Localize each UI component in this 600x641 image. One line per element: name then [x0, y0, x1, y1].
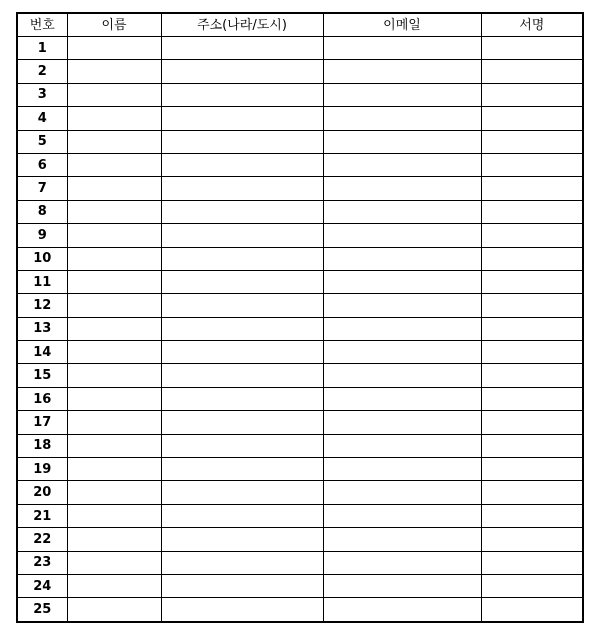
address-cell — [161, 387, 323, 410]
header-row — [17, 13, 583, 37]
signature-cell — [481, 387, 583, 410]
name-cell — [67, 200, 161, 223]
email-cell — [323, 551, 481, 574]
address-cell — [161, 598, 323, 622]
table-row — [17, 341, 583, 364]
name-cell — [67, 130, 161, 153]
row-number: 16 — [17, 387, 67, 410]
address-cell — [161, 153, 323, 176]
email-cell — [323, 270, 481, 293]
row-number: 21 — [17, 504, 67, 527]
row-number: 22 — [17, 528, 67, 551]
name-cell — [67, 83, 161, 106]
email-cell — [323, 504, 481, 527]
address-cell — [161, 200, 323, 223]
email-cell — [323, 317, 481, 340]
email-cell — [323, 37, 481, 60]
signature-cell — [481, 130, 583, 153]
signature-cell — [481, 528, 583, 551]
email-cell — [323, 83, 481, 106]
name-cell — [67, 598, 161, 622]
address-cell — [161, 60, 323, 83]
row-number: 18 — [17, 434, 67, 457]
signature-cell — [481, 481, 583, 504]
address-cell — [161, 504, 323, 527]
row-number: 1 — [17, 37, 67, 60]
name-cell — [67, 177, 161, 200]
address-cell — [161, 83, 323, 106]
signature-cell — [481, 107, 583, 130]
signature-cell — [481, 177, 583, 200]
table-row — [17, 270, 583, 293]
email-cell — [323, 458, 481, 481]
row-number: 24 — [17, 574, 67, 597]
address-cell — [161, 574, 323, 597]
table-row — [17, 130, 583, 153]
name-cell — [67, 364, 161, 387]
email-cell — [323, 341, 481, 364]
table-row — [17, 598, 583, 622]
name-cell — [67, 458, 161, 481]
email-cell — [323, 130, 481, 153]
email-cell — [323, 598, 481, 622]
header-email: 이메일 — [323, 13, 481, 37]
signature-cell — [481, 411, 583, 434]
table-row — [17, 317, 583, 340]
table-row — [17, 481, 583, 504]
address-cell — [161, 481, 323, 504]
roster-table — [16, 12, 584, 623]
name-cell — [67, 153, 161, 176]
name-cell — [67, 317, 161, 340]
address-cell — [161, 294, 323, 317]
row-number: 25 — [17, 598, 67, 622]
row-number: 5 — [17, 130, 67, 153]
signup-sheet — [16, 12, 582, 623]
table-row — [17, 458, 583, 481]
address-cell — [161, 317, 323, 340]
signature-cell — [481, 37, 583, 60]
header-signature: 서명 — [481, 13, 583, 37]
address-cell — [161, 458, 323, 481]
signature-cell — [481, 200, 583, 223]
address-cell — [161, 411, 323, 434]
table-row — [17, 364, 583, 387]
signature-cell — [481, 434, 583, 457]
signature-cell — [481, 247, 583, 270]
row-number: 19 — [17, 458, 67, 481]
table-row — [17, 294, 583, 317]
table-row — [17, 177, 583, 200]
email-cell — [323, 200, 481, 223]
header-number: 번호 — [17, 13, 67, 37]
table-row — [17, 83, 583, 106]
table-row — [17, 434, 583, 457]
name-cell — [67, 294, 161, 317]
table-row — [17, 107, 583, 130]
row-number: 7 — [17, 177, 67, 200]
row-number: 12 — [17, 294, 67, 317]
table-row — [17, 528, 583, 551]
address-cell — [161, 341, 323, 364]
signature-cell — [481, 224, 583, 247]
row-number: 10 — [17, 247, 67, 270]
email-cell — [323, 387, 481, 410]
row-number: 14 — [17, 341, 67, 364]
table-row — [17, 387, 583, 410]
table-row — [17, 574, 583, 597]
name-cell — [67, 37, 161, 60]
table-row — [17, 224, 583, 247]
table-row — [17, 551, 583, 574]
row-number: 13 — [17, 317, 67, 340]
header-address: 주소(나라/도시) — [161, 13, 323, 37]
name-cell — [67, 574, 161, 597]
name-cell — [67, 107, 161, 130]
table-row — [17, 411, 583, 434]
row-number: 9 — [17, 224, 67, 247]
email-cell — [323, 364, 481, 387]
row-number: 23 — [17, 551, 67, 574]
email-cell — [323, 434, 481, 457]
signature-cell — [481, 294, 583, 317]
address-cell — [161, 551, 323, 574]
roster-body — [17, 37, 583, 622]
email-cell — [323, 294, 481, 317]
signature-cell — [481, 574, 583, 597]
row-number: 15 — [17, 364, 67, 387]
name-cell — [67, 551, 161, 574]
signature-cell — [481, 341, 583, 364]
name-cell — [67, 387, 161, 410]
signature-cell — [481, 317, 583, 340]
signature-cell — [481, 270, 583, 293]
table-row — [17, 200, 583, 223]
row-number: 8 — [17, 200, 67, 223]
name-cell — [67, 481, 161, 504]
signature-cell — [481, 83, 583, 106]
address-cell — [161, 224, 323, 247]
email-cell — [323, 60, 481, 83]
address-cell — [161, 107, 323, 130]
signature-cell — [481, 504, 583, 527]
table-row — [17, 504, 583, 527]
name-cell — [67, 504, 161, 527]
table-row — [17, 153, 583, 176]
signature-cell — [481, 458, 583, 481]
address-cell — [161, 364, 323, 387]
row-number: 20 — [17, 481, 67, 504]
signature-cell — [481, 153, 583, 176]
name-cell — [67, 528, 161, 551]
address-cell — [161, 37, 323, 60]
email-cell — [323, 224, 481, 247]
email-cell — [323, 153, 481, 176]
name-cell — [67, 341, 161, 364]
table-row — [17, 37, 583, 60]
signature-cell — [481, 551, 583, 574]
row-number: 2 — [17, 60, 67, 83]
email-cell — [323, 177, 481, 200]
header-name: 이름 — [67, 13, 161, 37]
email-cell — [323, 528, 481, 551]
row-number: 4 — [17, 107, 67, 130]
signature-cell — [481, 598, 583, 622]
email-cell — [323, 411, 481, 434]
signature-cell — [481, 364, 583, 387]
row-number: 11 — [17, 270, 67, 293]
signature-cell — [481, 60, 583, 83]
table-row — [17, 60, 583, 83]
address-cell — [161, 270, 323, 293]
name-cell — [67, 224, 161, 247]
email-cell — [323, 574, 481, 597]
address-cell — [161, 434, 323, 457]
address-cell — [161, 247, 323, 270]
row-number: 3 — [17, 83, 67, 106]
email-cell — [323, 247, 481, 270]
address-cell — [161, 177, 323, 200]
email-cell — [323, 481, 481, 504]
name-cell — [67, 60, 161, 83]
email-cell — [323, 107, 481, 130]
address-cell — [161, 528, 323, 551]
address-cell — [161, 130, 323, 153]
name-cell — [67, 270, 161, 293]
row-number: 6 — [17, 153, 67, 176]
table-row — [17, 247, 583, 270]
name-cell — [67, 411, 161, 434]
name-cell — [67, 434, 161, 457]
name-cell — [67, 247, 161, 270]
row-number: 17 — [17, 411, 67, 434]
